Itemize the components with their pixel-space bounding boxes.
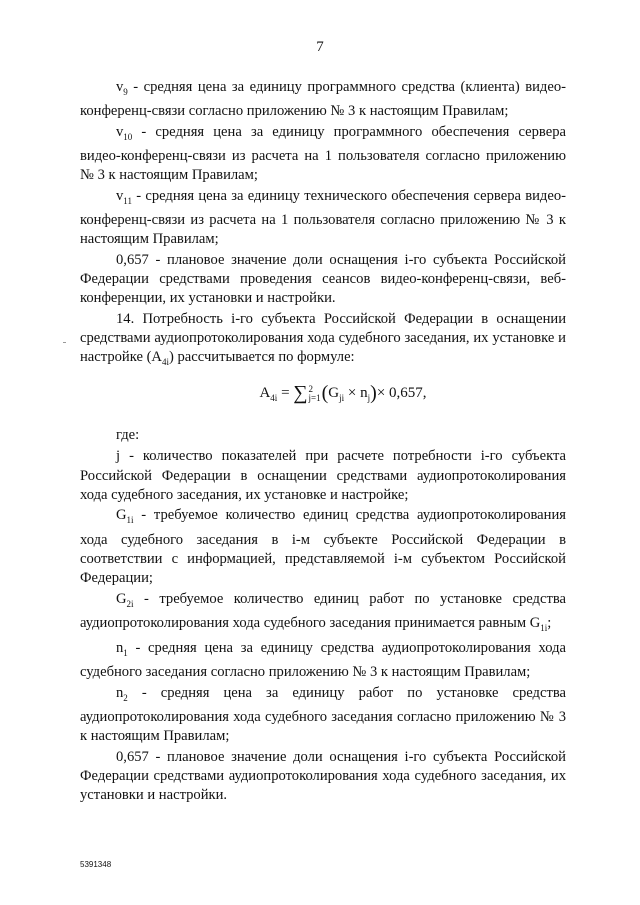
paragraph-n1 [80,639,566,682]
paragraph-text: j - количество показателей при расчете потребности i-го субъекта Российской Федерации в оснащении средствами аудиопротоколирования хода судебного заседания, их установке и настройке; [80,448,566,503]
summation-symbol: ∑ [293,382,308,405]
paragraph-n2 [80,684,566,747]
symbol-subscript: 10 [123,131,133,142]
symbol: G [116,590,127,607]
symbol-subscript: 1 [123,648,128,659]
formula-g: G [328,385,340,402]
paragraph-text: - средняя цена за единицу средства аудиопротоколирования хода судебного заседания согласно приложению № 3 к настоящим Правилам; [80,640,566,681]
paragraph-14 [80,310,566,373]
paragraph-text: 14. Потребность i-го субъекта Российской Федерации в оснащении средствами аудиопротоколирования хода судебного заседания, их установке и настройке (A [80,310,566,365]
paragraph-coefficient-video [80,251,566,309]
paragraph-coefficient-audio [80,748,566,806]
paragraph-g2i [80,590,566,638]
summation-limits [309,385,321,403]
document-body [80,78,566,807]
symbol: v [116,187,124,204]
symbol-subscript: 2i [126,598,134,609]
paragraph-where [80,426,566,445]
paragraph-v10 [80,123,566,186]
paragraph-j [80,447,566,505]
paragraph-text: - средняя цена за единицу программного обеспечения сервера видео-конференц-связи из расчета на 1 пользователя согласно приложению № 3 к настоящим Правилам; [80,123,566,184]
paragraph-text: - средняя цена за единицу программного средства (клиента) видео-конференц-связи согласно приложению № 3 к настоящим Правилам; [80,79,566,120]
paragraph-text: - требуемое количество единиц работ по установке средства аудиопротоколирования хода судебного заседания принимается равным G [80,590,566,631]
summation-lower-limit: j=1 [308,392,321,403]
paragraph-text-tail: ; [547,614,552,631]
formula-times: × [344,385,361,402]
symbol: n [116,684,124,701]
document-code: 5391348 [80,860,112,869]
symbol-subscript: 4i [161,356,169,367]
paragraph-v9 [80,78,566,121]
paragraph-g1i [80,506,566,588]
paragraph-text: - средняя цена за единицу технического обеспечения сервера видео-конференц-связи из расчета на 1 пользователя согласно приложению № 3 к настоящим Правилам; [80,187,566,247]
paragraph-text: - требуемое количество единиц средства аудиопротоколирования хода судебного заседания в i-м субъекте Российской Федерации в соответствии с информацией, представляемой i-м субъектом Российской Федерации; [80,507,566,586]
symbol-subscript: 11 [123,195,132,206]
paragraph-text: 0,657 - плановое значение доли оснащения i-го субъекта Российской Федерации средствами аудиопротоколирования хода судебного заседания, их установки и настройки. [80,748,566,804]
page-number: 7 [316,39,324,55]
formula-lhs: A [259,385,271,402]
formula-a4i [120,384,566,408]
symbol: n [116,640,124,657]
symbol: v [116,79,124,95]
margin-mark [63,342,66,343]
paragraph-text: - средняя цена за единицу работ по установке средства аудиопротоколирования хода судебного заседания согласно приложению № 3 к настоящим Правилам; [80,684,566,745]
formula-g-subscript: ji [339,393,345,404]
formula-n-subscript: j [367,393,371,404]
formula-open-paren: ( [321,382,329,405]
paragraph-v11 [80,187,566,250]
formula-close-paren: ) [370,382,377,405]
formula-equals: = [277,385,294,402]
formula-lhs-subscript: 4i [270,393,278,404]
symbol-subscript: 1i [126,515,134,526]
paragraph-text: где: [116,427,140,444]
symbol-subscript: 2 [123,692,128,703]
symbol: G [116,507,127,524]
paragraph-text-tail: ) рассчитывается по формуле: [169,348,355,365]
formula-n: n [360,385,368,402]
symbol-subscript: 9 [123,86,128,97]
formula-tail: × 0,657, [376,385,427,402]
paragraph-text: 0,657 - плановое значение доли оснащения i-го субъекта Российской Федерации средствами проведения сеансов видео-конференц-связи, веб-конференции, их установки и настройки. [80,251,566,306]
symbol: v [116,123,124,140]
symbol-subscript: 1i [540,622,548,633]
summation-upper-limit: 2 [308,383,314,394]
